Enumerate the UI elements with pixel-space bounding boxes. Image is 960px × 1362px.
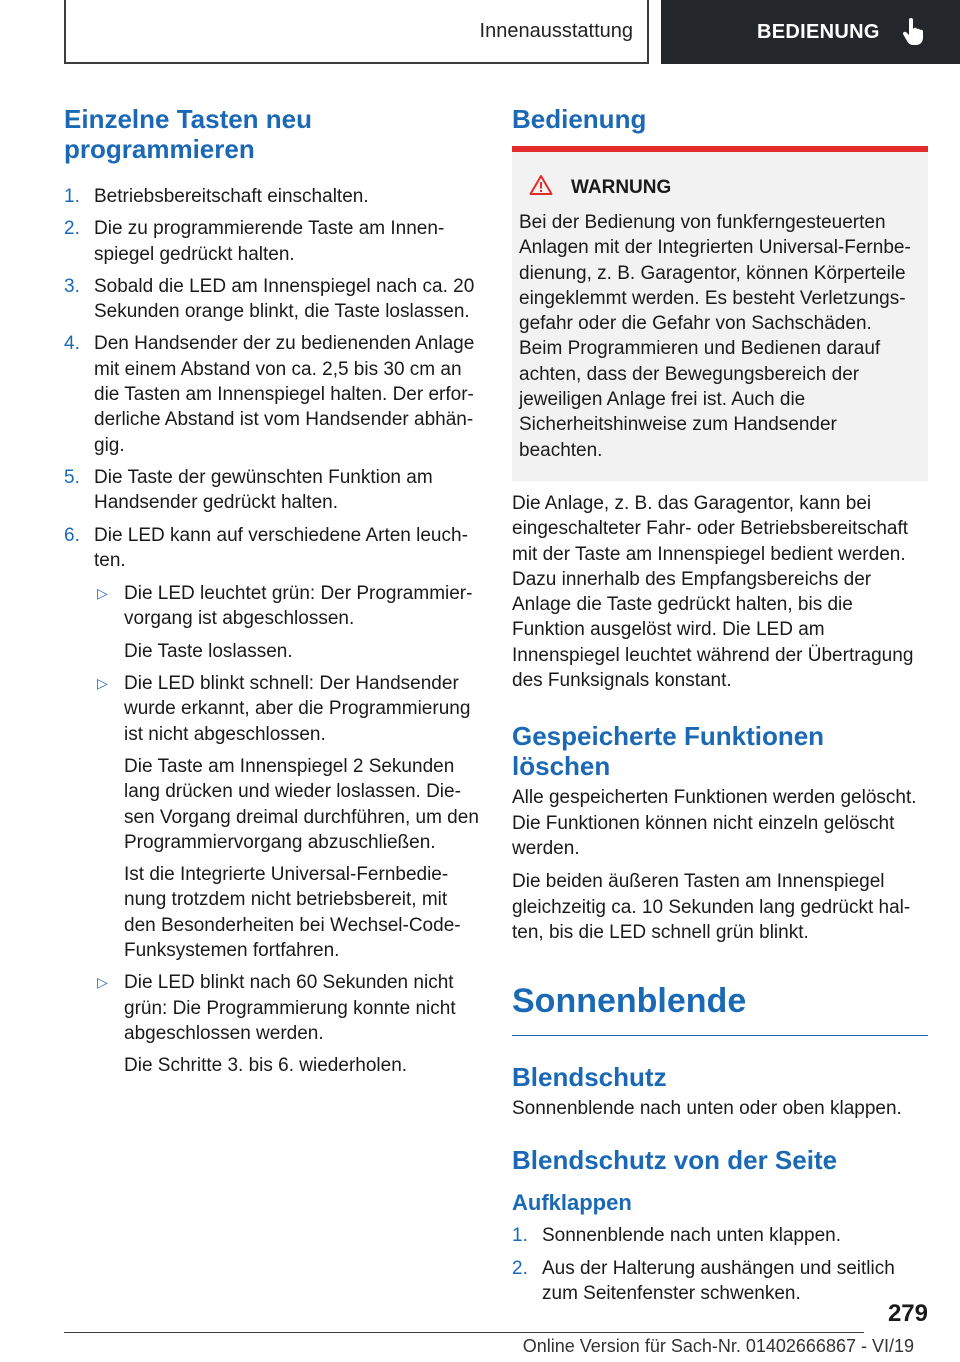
step-text: Die Taste der gewünschten Funktion am Handsender gedrückt halten. (94, 466, 433, 514)
divider (512, 1035, 928, 1036)
warning-box (512, 152, 928, 481)
list-item (64, 331, 482, 457)
sub-item-note: Die Taste loslassen. (124, 640, 293, 662)
step-text: Sonnenblende nach unten klappen. (542, 1225, 841, 1247)
unfold-steps (512, 1223, 928, 1306)
list-item (94, 970, 482, 1078)
warning-header (519, 174, 920, 202)
step-number: 5. (64, 466, 80, 488)
operation-text: Die Anlage, z. B. das Garagentor, kann bei eingeschalteter Fahr- oder Betriebsbereitschaft mit der Taste am Innenspiegel bedient werden. Dazu innerhalb des Empfangsbereichs der Anlage die Taste gedrückt halten, bis die Funktion ausgelöst wird. Die LED am Innenspiegel leuchtet während der Übertragung des Funksignals konstant. (512, 492, 914, 692)
triangle-bullet-icon: ▷ (97, 675, 108, 692)
chapter-heading: Sonnenblende (512, 982, 747, 1021)
step-number: 1. (512, 1225, 528, 1247)
paragraph: Sonnenblende nach unten oder oben klappen. (512, 1098, 902, 1120)
warning-text: Bei der Bedienung von funkferngesteuerten Anlagen mit der Integrierten Universal-Fernbedienung, z. B. Garagentor, können Körperteile eingeklemmt werden. Es besteht Verletzungsgefahr oder die Gefahr von Sachschäden. Beim Programmieren und Bedienen darauf achten, dass der Bewegungsbereich der jeweiligen Anlage frei ist. Auch die Sicherheitshinweise zum Handsender beachten. (519, 212, 911, 461)
step-text: Den Handsender der zu bedienenden Anlage mit einem Abstand von ca. 2,5 bis 30 cm an die Tasten am Innenspiegel halten. Der erforderliche Abstand ist vom Handsender abhängig. (94, 333, 475, 456)
sub-item-text: Die LED leuchtet grün: Der Programmiervorgang ist abgeschlossen. (124, 583, 473, 630)
step-number: 2. (512, 1257, 528, 1279)
step-text: Betriebsbereitschaft einschalten. (94, 186, 369, 207)
left-column (64, 100, 482, 1079)
section-heading: Einzelne Tasten neu programmieren (64, 104, 313, 164)
paragraph: Die beiden äußeren Tasten am Innenspiegel gleichzeitig ca. 10 Sekunden lang gedrückt halten, bis die LED schnell grün blinkt. (512, 871, 911, 943)
section-title: Innenausstattung (479, 19, 633, 42)
sub-item-note: Die Taste am Innenspiegel 2 Sekunden lang drücken und wieder loslassen. Diesen Vorgang dreimal durchführen, um den Programmiervorgang abzuschließen. (124, 755, 479, 853)
subsection-heading: Aufklappen (512, 1190, 632, 1216)
right-column (512, 100, 928, 1306)
list-item (94, 671, 482, 963)
step-number: 4. (64, 333, 80, 355)
list-item (64, 216, 482, 267)
page-number: 279 (887, 1300, 928, 1327)
paragraph: Alle gespeicherten Funktionen werden gelöscht. Die Funktionen können nicht einzeln gelöscht werden. (512, 787, 917, 859)
list-item (64, 523, 482, 1079)
list-item (512, 1223, 928, 1248)
footer-text: Online Version für Sach-Nr. 01402666867 - VI/19 (522, 1336, 914, 1356)
step-number: 2. (64, 218, 80, 240)
chapter-tab (661, 0, 960, 64)
footer-divider (64, 1332, 864, 1333)
triangle-bullet-icon: ▷ (97, 974, 108, 991)
sub-item-text: Die LED blinkt nach 60 Sekunden nicht grün: Die Programmierung konnte nicht abgeschlossen werden. (124, 972, 456, 1044)
list-item (64, 274, 482, 325)
sub-item-text: Die LED blinkt schnell: Der Handsender wurde erkannt, aber die Programmierung ist nicht abgeschlossen. (124, 673, 471, 745)
step-number: 1. (64, 186, 80, 207)
list-item (64, 465, 482, 516)
programming-steps (64, 184, 482, 1079)
step-number: 6. (64, 524, 80, 546)
list-item (64, 184, 482, 209)
list-item (512, 1256, 928, 1307)
section-tab (64, 0, 649, 64)
list-item (94, 581, 482, 664)
sub-item-note: Die Schritte 3. bis 6. wiederholen. (124, 1055, 408, 1077)
warning-label: WARNUNG (571, 177, 672, 198)
triangle-bullet-icon: ▷ (97, 585, 108, 602)
hand-pointer-icon (900, 18, 926, 46)
step-number: 3. (64, 275, 80, 297)
step-text: Aus der Halterung aushängen und seitlich zum Seitenfenster schwenken. (542, 1257, 895, 1305)
section-heading: Blendschutz von der Seite (512, 1145, 838, 1176)
section-heading: Gespeicherte Funktionen löschen (512, 721, 825, 782)
step-text: Die LED kann auf verschiedene Arten leuchten. (94, 524, 468, 571)
step-text: Die zu programmierende Taste am Innenspiegel gedrückt halten. (94, 218, 445, 265)
led-status-list (94, 581, 482, 1078)
chapter-title: BEDIENUNG (757, 20, 880, 43)
warning-triangle-icon (529, 174, 553, 202)
section-heading: Blendschutz (512, 1062, 667, 1093)
sub-item-note: Ist die Integrierte Universal-Fernbedienung trotzdem nicht betriebsbereit, mit den Besonderheiten bei Wechsel-Code-Funksystemen fortfahren. (124, 864, 461, 962)
step-text: Sobald die LED am Innenspiegel nach ca. 20 Sekunden orange blinkt, die Taste loslassen. (94, 275, 475, 323)
section-heading: Bedienung (512, 104, 647, 134)
